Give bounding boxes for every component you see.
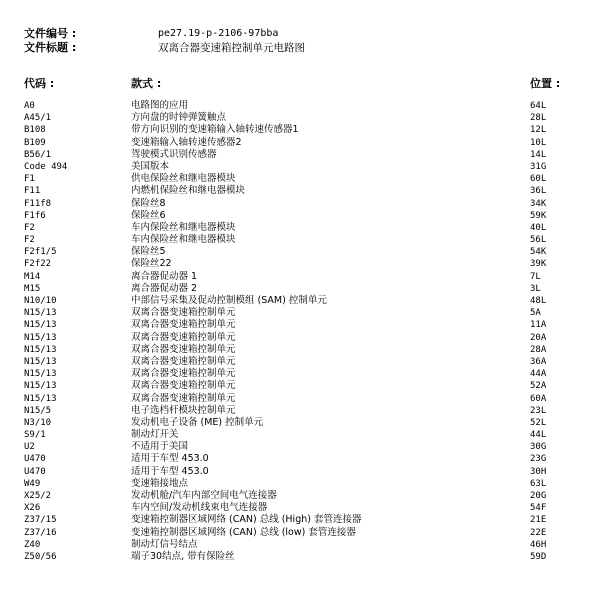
row-pos: 52A	[530, 381, 547, 392]
row-pos: 31G	[530, 161, 547, 172]
row-code: N15/13	[24, 308, 57, 319]
row-code: F2	[24, 222, 35, 233]
row-desc: 电子选档杆模块控制单元	[131, 404, 236, 416]
row-code: X25/2	[24, 491, 52, 501]
row-desc: 保险丝8	[131, 197, 166, 209]
row-desc: 保险丝6	[131, 209, 166, 221]
document-number-label: 文件编号 :	[24, 27, 77, 40]
row-desc: 适用于车型 453.0	[131, 453, 209, 465]
row-desc: 离合器促动器 1	[131, 270, 198, 282]
document-number-row	[24, 27, 305, 41]
table-row	[24, 149, 584, 161]
document-title-label: 文件标题 :	[24, 41, 77, 54]
row-pos: 23L	[530, 405, 547, 416]
row-code: Z37/15	[24, 515, 57, 526]
row-pos: 44L	[530, 430, 547, 441]
row-code: B108	[24, 125, 46, 136]
row-code: F1	[24, 174, 35, 185]
row-pos: 60L	[530, 174, 547, 185]
row-desc: 变速箱输入轴转速传感器2	[131, 136, 242, 148]
table-row	[24, 429, 584, 441]
table-row	[24, 356, 584, 368]
table-row	[24, 514, 584, 526]
table-row	[24, 478, 584, 490]
table-row	[24, 539, 584, 551]
row-code: X26	[24, 503, 41, 514]
row-pos: 59D	[530, 551, 547, 562]
row-code: N10/10	[24, 296, 57, 306]
row-pos: 36A	[530, 356, 547, 367]
table-body	[24, 100, 584, 563]
row-desc: 美国版本	[131, 160, 170, 172]
row-pos: 23G	[530, 454, 547, 465]
row-code: U470	[24, 466, 46, 477]
row-code: U2	[24, 442, 35, 453]
table-row	[24, 258, 584, 270]
row-desc: 保险丝5	[131, 246, 166, 258]
row-desc: 车内空间/发动机线束电气连接器	[131, 502, 268, 514]
table-row	[24, 246, 584, 258]
table-row	[24, 319, 584, 331]
row-code: M14	[24, 271, 41, 282]
table-row	[24, 490, 584, 502]
row-pos: 30G	[530, 442, 547, 453]
row-code: F11f8	[24, 198, 52, 209]
table-row	[24, 271, 584, 283]
row-pos: 20G	[530, 491, 547, 501]
row-code: Z37/16	[24, 527, 57, 538]
row-code: N15/5	[24, 405, 52, 416]
table-row	[24, 502, 584, 514]
row-desc: 变速箱接地点	[131, 477, 189, 489]
table-row	[24, 185, 584, 197]
table-row	[24, 222, 584, 234]
row-code: F2	[24, 235, 35, 246]
row-desc: 车内保险丝和继电器模块	[131, 221, 236, 233]
row-desc: 双离合器变速箱控制单元	[131, 368, 236, 380]
row-desc: 发动机舱/汽车内部空间电气连接器	[131, 490, 277, 501]
row-desc: 制动灯信号结点	[131, 538, 198, 550]
row-desc: 内燃机保险丝和继电器模块	[131, 185, 246, 197]
row-pos: 56L	[530, 235, 547, 246]
table-row	[24, 173, 584, 185]
row-pos: 60A	[530, 393, 547, 404]
row-code: N3/10	[24, 417, 52, 428]
row-pos: 14L	[530, 149, 547, 160]
row-pos: 46H	[530, 539, 547, 550]
table-row	[24, 210, 584, 222]
table-row	[24, 283, 584, 295]
row-pos: 3L	[530, 283, 541, 294]
row-desc: 双离合器变速箱控制单元	[131, 331, 236, 343]
table-row	[24, 137, 584, 149]
row-desc: 双离合器变速箱控制单元	[131, 307, 236, 319]
row-code: Z50/56	[24, 551, 57, 562]
header-pos: 位置 :	[530, 77, 561, 90]
document-meta	[24, 27, 305, 55]
row-code: F1f6	[24, 210, 46, 221]
row-code: S9/1	[24, 430, 46, 441]
table-row	[24, 307, 584, 319]
table-row	[24, 527, 584, 539]
row-code: F11	[24, 186, 41, 197]
row-pos: 21E	[530, 515, 547, 526]
row-pos: 10L	[530, 137, 547, 148]
row-code: N15/13	[24, 356, 57, 367]
row-code: N15/13	[24, 320, 57, 331]
row-pos: 40L	[530, 222, 547, 233]
table-row	[24, 417, 584, 429]
row-pos: 22E	[530, 527, 547, 538]
table-row	[24, 198, 584, 210]
header-code: 代码 :	[24, 77, 55, 90]
row-code: A0	[24, 101, 35, 111]
row-code: N15/13	[24, 369, 57, 380]
row-desc: 车内保险丝和继电器模块	[131, 234, 236, 246]
row-pos: 12L	[530, 125, 547, 136]
row-pos: 36L	[530, 186, 547, 197]
row-desc: 双离合器变速箱控制单元	[131, 355, 236, 367]
row-code: U470	[24, 454, 46, 465]
table-row	[24, 368, 584, 380]
row-pos: 30H	[530, 466, 547, 477]
table-row	[24, 161, 584, 173]
row-desc: 变速箱控制器区域网络 (CAN) 总线 (low) 套管连接器	[131, 526, 356, 538]
table-row	[24, 234, 584, 246]
table-row	[24, 295, 584, 307]
table-row	[24, 332, 584, 344]
row-desc: 带方向识别的变速箱输入轴转速传感器1	[131, 124, 299, 136]
row-code: N15/13	[24, 393, 57, 404]
row-code: Code 494	[24, 161, 68, 172]
row-desc: 驾驶模式识别传感器	[131, 148, 217, 160]
document-title-row	[24, 41, 305, 55]
document-title-value: 双离合器变速箱控制单元电路图	[158, 42, 305, 54]
row-pos: 44A	[530, 369, 547, 380]
row-desc: 双离合器变速箱控制单元	[131, 380, 236, 392]
document-number-value: pe27.19-p-2106-97bba	[158, 28, 279, 39]
row-pos: 5A	[530, 308, 541, 319]
table-row	[24, 380, 584, 392]
row-desc: 中部信号采集及促动控制模组 (SAM) 控制单元	[131, 295, 327, 306]
row-desc: 不适用于美国	[131, 441, 189, 453]
row-code: F2f1/5	[24, 247, 57, 258]
row-desc: 双离合器变速箱控制单元	[131, 319, 236, 331]
table-row	[24, 405, 584, 417]
table-row	[24, 393, 584, 405]
table-row	[24, 344, 584, 356]
row-pos: 39K	[530, 259, 547, 270]
row-code: M15	[24, 283, 41, 294]
row-desc: 发动机电子设备 (ME) 控制单元	[131, 416, 264, 428]
row-desc: 端子30结点, 带有保险丝	[131, 550, 235, 562]
row-pos: 28L	[530, 113, 547, 124]
row-code: W49	[24, 478, 41, 489]
table-row	[24, 124, 584, 136]
row-pos: 20A	[530, 332, 547, 343]
table-row	[24, 441, 584, 453]
table-row	[24, 453, 584, 465]
table-row	[24, 551, 584, 563]
row-code: Z40	[24, 539, 41, 550]
row-pos: 28A	[530, 344, 547, 355]
header-desc: 款式 :	[131, 77, 162, 90]
row-pos: 48L	[530, 296, 547, 306]
table-header	[24, 77, 584, 91]
row-pos: 59K	[530, 210, 547, 221]
row-code: B109	[24, 137, 46, 148]
row-pos: 34K	[530, 198, 547, 209]
row-pos: 63L	[530, 478, 547, 489]
row-desc: 双离合器变速箱控制单元	[131, 343, 236, 355]
row-code: A45/1	[24, 113, 52, 124]
row-desc: 离合器促动器 2	[131, 282, 198, 294]
table-row	[24, 112, 584, 124]
table-row	[24, 100, 584, 112]
row-pos: 7L	[530, 271, 541, 282]
row-desc: 制动灯开关	[131, 429, 179, 441]
row-code: N15/13	[24, 332, 57, 343]
row-code: B56/1	[24, 149, 52, 160]
row-desc: 适用于车型 453.0	[131, 465, 209, 477]
row-desc: 电路图的应用	[131, 100, 189, 111]
row-desc: 方向盘的时钟弹簧触点	[131, 112, 227, 124]
row-pos: 54K	[530, 247, 547, 258]
row-pos: 52L	[530, 417, 547, 428]
row-desc: 变速箱控制器区域网络 (CAN) 总线 (High) 套管连接器	[131, 514, 362, 526]
row-code: N15/13	[24, 381, 57, 392]
row-desc: 保险丝22	[131, 258, 172, 270]
table-row	[24, 466, 584, 478]
row-pos: 64L	[530, 101, 547, 111]
row-desc: 供电保险丝和继电器模块	[131, 173, 236, 185]
row-desc: 双离合器变速箱控制单元	[131, 392, 236, 404]
row-code: N15/13	[24, 344, 57, 355]
row-pos: 11A	[530, 320, 547, 331]
row-code: F2f22	[24, 259, 52, 270]
row-pos: 54F	[530, 503, 547, 514]
